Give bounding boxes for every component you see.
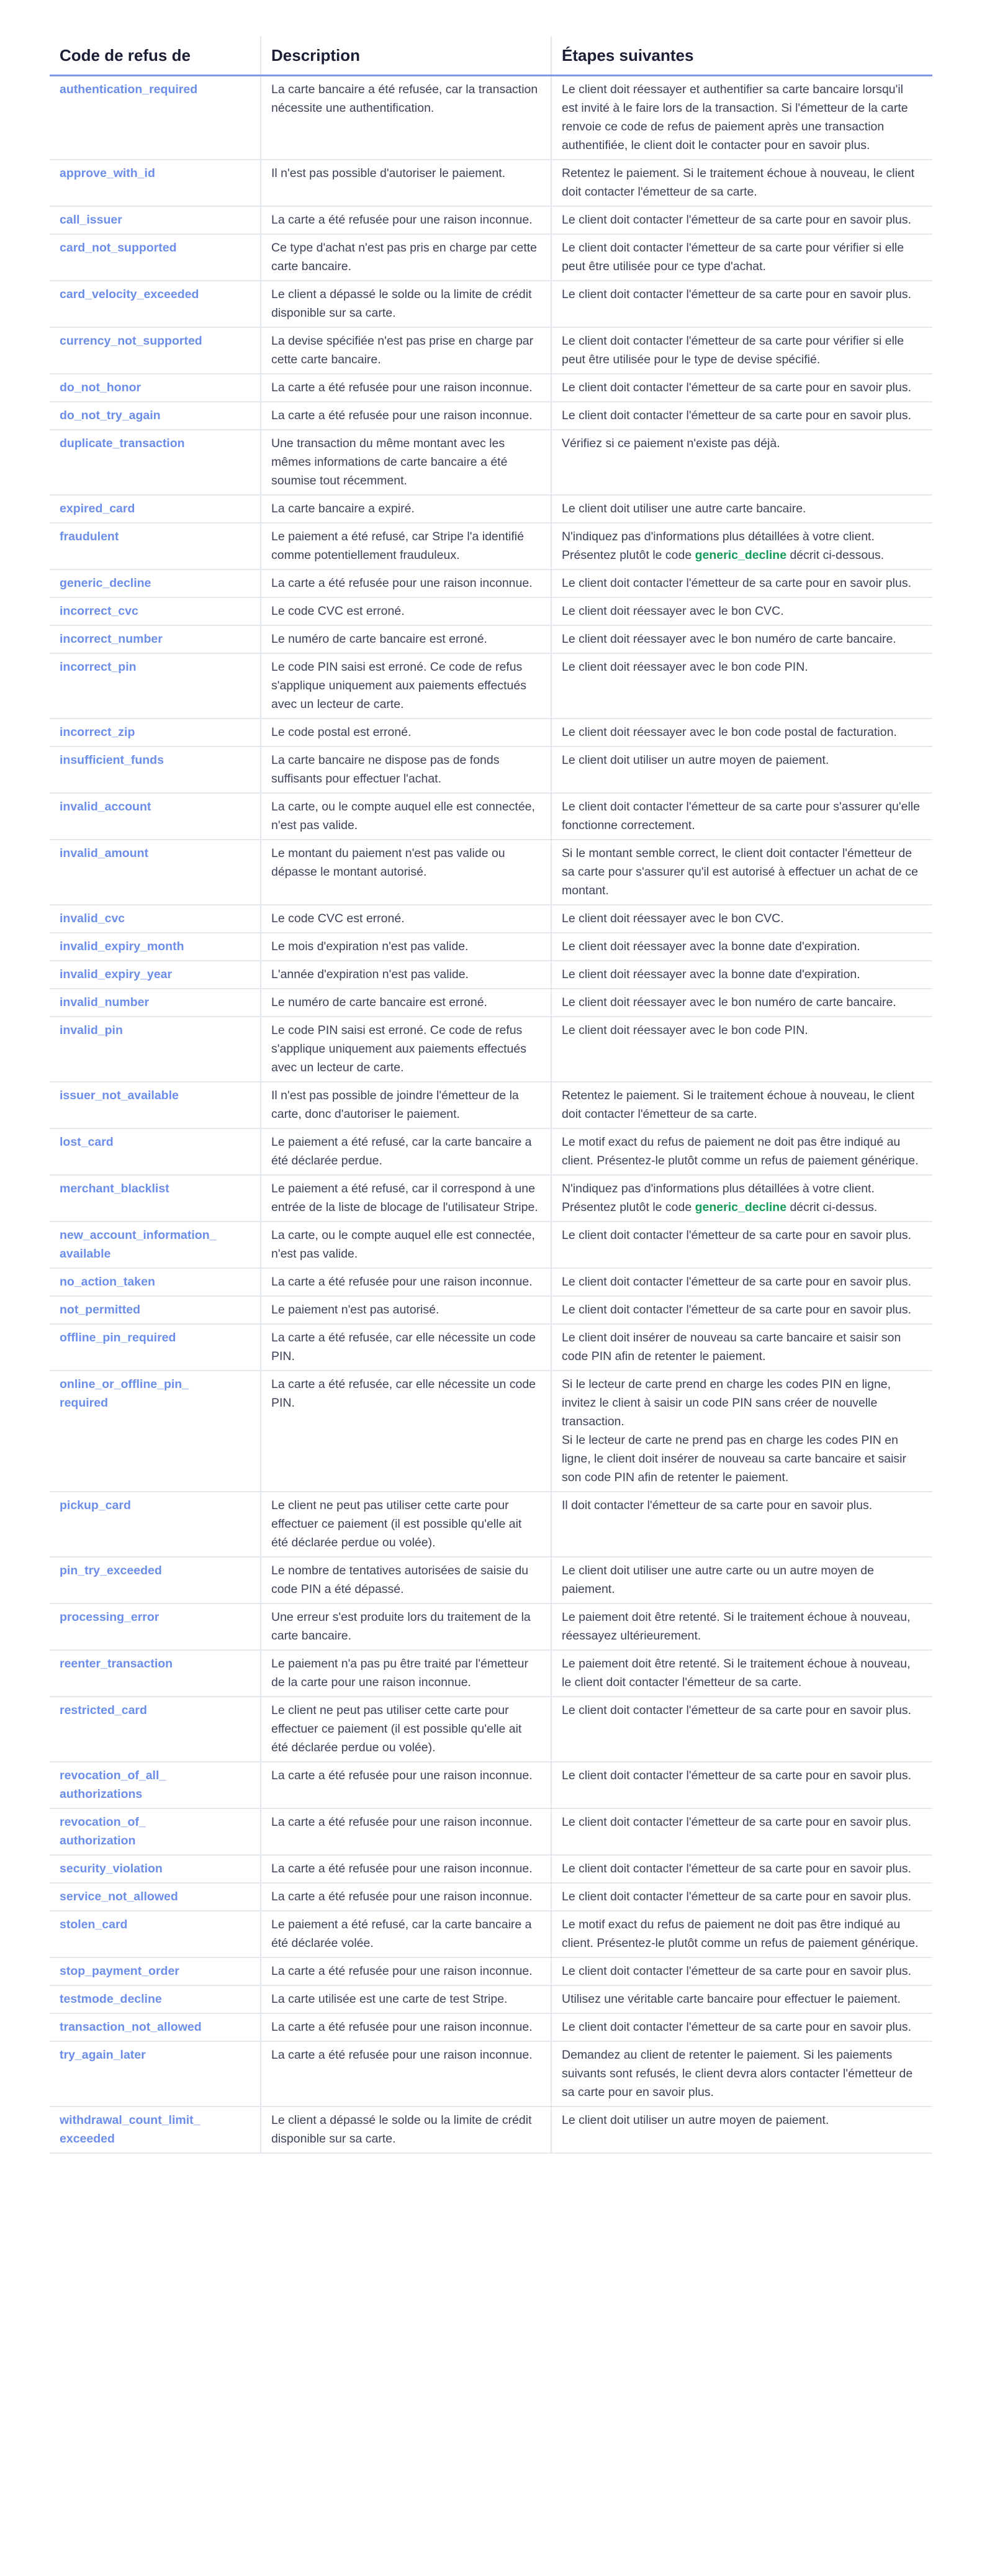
decline-code-cell xyxy=(50,234,261,281)
next-steps-cell xyxy=(551,1128,932,1175)
decline-code-cell xyxy=(50,523,261,569)
decline-codes-table xyxy=(50,36,932,2154)
column-header-next-steps: Étapes suivantes xyxy=(551,36,932,76)
next-steps-text: Le client doit réessayer avec le bon numéro de carte bancaire. xyxy=(562,632,896,646)
decline-code-text: expired_card xyxy=(60,502,135,515)
description-cell: Le numéro de carte bancaire est erroné. xyxy=(261,989,551,1017)
decline-code-cell xyxy=(50,1697,261,1762)
table-row xyxy=(50,1603,932,1650)
decline-code-text: try_again_later xyxy=(60,2048,146,2062)
next-steps-cell xyxy=(551,1883,932,1911)
description-cell: Le nombre de tentatives autorisées de saisie du code PIN a été dépassé. xyxy=(261,1557,551,1603)
next-steps-cell xyxy=(551,402,932,430)
next-steps-cell xyxy=(551,1371,932,1492)
next-steps-cell xyxy=(551,1557,932,1603)
next-steps-text: N'indiquez pas d'informations plus détaillées à votre client. Présentez plutôt le code xyxy=(562,530,875,562)
decline-code-cell xyxy=(50,746,261,793)
next-steps-cell xyxy=(551,1175,932,1222)
description-cell: L'année d'expiration n'est pas valide. xyxy=(261,961,551,989)
description-cell: Le paiement a été refusé, car Stripe l'a identifié comme potentiellement frauduleux. xyxy=(261,523,551,569)
next-steps-cell xyxy=(551,1855,932,1883)
decline-code-text: call_issuer xyxy=(60,213,122,227)
decline-code-cell xyxy=(50,1911,261,1957)
table-header-row xyxy=(50,36,932,76)
description-cell: La carte bancaire a été refusée, car la transaction nécessite une authentification. xyxy=(261,76,551,160)
description-cell: La carte a été refusée pour une raison inconnue. xyxy=(261,2013,551,2041)
decline-code-cell xyxy=(50,1175,261,1222)
next-steps-cell xyxy=(551,1911,932,1957)
description-cell: La carte a été refusée pour une raison inconnue. xyxy=(261,1883,551,1911)
decline-code-text: online_or_offline_pin_ xyxy=(60,1377,189,1391)
next-steps-cell xyxy=(551,430,932,495)
description-cell: Le code CVC est erroné. xyxy=(261,905,551,933)
next-steps-text: Il doit contacter l'émetteur de sa carte pour en savoir plus. xyxy=(562,1499,873,1512)
decline-code-text: generic_decline xyxy=(60,576,151,590)
description-cell: La carte a été refusée, car elle nécessite un code PIN. xyxy=(261,1324,551,1371)
next-steps-cell xyxy=(551,160,932,206)
description-cell: La carte bancaire a expiré. xyxy=(261,495,551,523)
next-steps-text: Le client doit contacter l'émetteur de sa carte pour en savoir plus. xyxy=(562,409,912,422)
table-row xyxy=(50,1808,932,1855)
decline-code-text: incorrect_cvc xyxy=(60,604,138,618)
next-steps-text: Si le montant semble correct, le client doit contacter l'émetteur de sa carte pour s'assurer qu'il est autorisé à effectuer un achat de ce montant. xyxy=(562,846,918,897)
decline-code-cell xyxy=(50,653,261,719)
decline-code-text: lost_card xyxy=(60,1135,114,1149)
next-steps-text: décrit ci-dessous. xyxy=(786,548,885,562)
decline-code-cell xyxy=(50,1017,261,1082)
decline-code-cell xyxy=(50,1296,261,1324)
table-row xyxy=(50,1762,932,1808)
next-steps-text: Si le lecteur de carte ne prend pas en charge les codes PIN en ligne, le client doit insérer de nouveau sa carte bancaire et saisir son code PIN afin de retenter le paiement. xyxy=(562,1433,906,1484)
table-body xyxy=(50,76,932,2154)
description-cell: Le montant du paiement n'est pas valide ou dépasse le montant autorisé. xyxy=(261,840,551,905)
next-steps-text: Le client doit réessayer avec le bon numéro de carte bancaire. xyxy=(562,995,896,1009)
next-steps-text: Le client doit contacter l'émetteur de sa carte pour vérifier si elle peut être utilisée pour ce type d'achat. xyxy=(562,241,904,273)
next-steps-text: décrit ci-dessus. xyxy=(786,1200,878,1214)
table-row xyxy=(50,569,932,597)
decline-code-text: exceeded xyxy=(60,2132,115,2146)
decline-code-cell xyxy=(50,719,261,746)
next-steps-cell xyxy=(551,961,932,989)
next-steps-text: Le client doit contacter l'émetteur de sa carte pour en savoir plus. xyxy=(562,1862,912,1875)
description-cell: La carte utilisée est une carte de test Stripe. xyxy=(261,1985,551,2013)
description-cell: Le code CVC est erroné. xyxy=(261,597,551,625)
table-row xyxy=(50,933,932,961)
table-row xyxy=(50,746,932,793)
table-row xyxy=(50,2041,932,2107)
decline-code-text: incorrect_zip xyxy=(60,725,135,739)
next-steps-cell xyxy=(551,1082,932,1128)
next-steps-text: Le client doit contacter l'émetteur de sa carte pour vérifier si elle peut être utilisée pour le type de devise spécifié. xyxy=(562,334,904,366)
decline-code-cell xyxy=(50,793,261,840)
decline-code-cell xyxy=(50,1650,261,1697)
next-steps-cell xyxy=(551,1296,932,1324)
description-cell: La carte a été refusée pour une raison inconnue. xyxy=(261,1957,551,1985)
decline-code-text: offline_pin_required xyxy=(60,1331,176,1345)
next-steps-cell xyxy=(551,597,932,625)
decline-code-text: revocation_of_all_ xyxy=(60,1769,166,1782)
table-row xyxy=(50,1650,932,1697)
decline-code-cell xyxy=(50,495,261,523)
decline-code-cell xyxy=(50,374,261,402)
next-steps-cell xyxy=(551,840,932,905)
inline-code-generic-decline: generic_decline xyxy=(695,548,787,562)
description-cell: Le paiement a été refusé, car il correspond à une entrée de la liste de blocage de l'utilisateur Stripe. xyxy=(261,1175,551,1222)
next-steps-cell xyxy=(551,625,932,653)
table-row xyxy=(50,281,932,327)
decline-code-text: testmode_decline xyxy=(60,1992,162,2006)
description-cell: La carte a été refusée pour une raison inconnue. xyxy=(261,1762,551,1808)
decline-code-cell xyxy=(50,961,261,989)
next-steps-cell xyxy=(551,523,932,569)
description-cell: Le code PIN saisi est erroné. Ce code de refus s'applique uniquement aux paiements effectués avec un lecteur de carte. xyxy=(261,653,551,719)
table-row xyxy=(50,793,932,840)
table-row xyxy=(50,1296,932,1324)
next-steps-cell xyxy=(551,2013,932,2041)
decline-code-text: reenter_transaction xyxy=(60,1657,173,1671)
next-steps-text: Le client doit utiliser une autre carte bancaire. xyxy=(562,502,806,515)
next-steps-cell xyxy=(551,281,932,327)
next-steps-text: Le motif exact du refus de paiement ne doit pas être indiqué au client. Présentez-le plutôt comme un refus de paiement générique. xyxy=(562,1135,919,1168)
next-steps-cell xyxy=(551,1017,932,1082)
decline-code-cell xyxy=(50,569,261,597)
next-steps-text: Le client doit utiliser une autre carte ou un autre moyen de paiement. xyxy=(562,1564,874,1596)
next-steps-cell xyxy=(551,1492,932,1557)
next-steps-cell xyxy=(551,2041,932,2107)
decline-code-text: insufficient_funds xyxy=(60,753,164,767)
decline-code-text: authorizations xyxy=(60,1787,143,1801)
next-steps-text: Demandez au client de retenter le paiement. Si les paiements suivants sont refusés, le client devra alors contacter l'émetteur de sa carte pour en savoir plus. xyxy=(562,2048,913,2099)
decline-code-text: stolen_card xyxy=(60,1918,128,1931)
description-cell: Le code postal est erroné. xyxy=(261,719,551,746)
next-steps-cell xyxy=(551,1650,932,1697)
next-steps-cell xyxy=(551,653,932,719)
table-row xyxy=(50,1557,932,1603)
decline-code-text: available xyxy=(60,1247,111,1261)
next-steps-text: Le client doit contacter l'émetteur de sa carte pour en savoir plus. xyxy=(562,576,912,590)
decline-code-text: withdrawal_count_limit_ xyxy=(60,2113,200,2127)
table-row xyxy=(50,1082,932,1128)
next-steps-text: Le client doit réessayer et authentifier sa carte bancaire lorsqu'il est invité à le faire lors de la transaction. Si l'émetteur de la carte renvoie ce code de refus de paiement après une transaction authentifiée, le client doit le contacter pour en savoir plus. xyxy=(562,83,908,152)
next-steps-text: Le client doit réessayer avec le bon code PIN. xyxy=(562,1023,808,1037)
decline-code-text: processing_error xyxy=(60,1610,160,1624)
next-steps-text: Le client doit contacter l'émetteur de sa carte pour s'assurer qu'elle fonctionne correctement. xyxy=(562,800,920,832)
next-steps-text: Le paiement doit être retenté. Si le traitement échoue à nouveau, le client doit contacter l'émetteur de sa carte. xyxy=(562,1657,911,1689)
decline-code-cell xyxy=(50,2041,261,2107)
description-cell: Le numéro de carte bancaire est erroné. xyxy=(261,625,551,653)
next-steps-cell xyxy=(551,1957,932,1985)
next-steps-cell xyxy=(551,933,932,961)
next-steps-cell xyxy=(551,206,932,234)
decline-code-text: required xyxy=(60,1396,109,1410)
decline-code-text: card_velocity_exceeded xyxy=(60,288,199,301)
description-cell: Il n'est pas possible d'autoriser le paiement. xyxy=(261,160,551,206)
description-cell: Une transaction du même montant avec les mêmes informations de carte bancaire a été soumise tout récemment. xyxy=(261,430,551,495)
next-steps-cell xyxy=(551,327,932,374)
description-cell: La carte a été refusée pour une raison inconnue. xyxy=(261,569,551,597)
decline-code-cell xyxy=(50,402,261,430)
description-cell: La carte a été refusée pour une raison inconnue. xyxy=(261,2041,551,2107)
next-steps-cell xyxy=(551,374,932,402)
decline-code-text: new_account_information_ xyxy=(60,1228,217,1242)
decline-code-cell xyxy=(50,1883,261,1911)
table-row xyxy=(50,160,932,206)
description-cell: Le paiement n'a pas pu être traité par l'émetteur de la carte pour une raison inconnue. xyxy=(261,1650,551,1697)
description-cell: Une erreur s'est produite lors du traitement de la carte bancaire. xyxy=(261,1603,551,1650)
next-steps-cell xyxy=(551,495,932,523)
table-row xyxy=(50,495,932,523)
next-steps-text: Le client doit contacter l'émetteur de sa carte pour en savoir plus. xyxy=(562,1703,912,1717)
next-steps-cell xyxy=(551,1222,932,1268)
next-steps-text: Le client doit réessayer avec le bon code PIN. xyxy=(562,660,808,674)
decline-code-text: stop_payment_order xyxy=(60,1964,179,1978)
next-steps-cell xyxy=(551,569,932,597)
description-cell: La devise spécifiée n'est pas prise en charge par cette carte bancaire. xyxy=(261,327,551,374)
decline-code-text: invalid_pin xyxy=(60,1023,123,1037)
decline-code-cell xyxy=(50,1762,261,1808)
next-steps-text: Le client doit contacter l'émetteur de sa carte pour en savoir plus. xyxy=(562,2020,912,2034)
next-steps-text: Le client doit utiliser un autre moyen de paiement. xyxy=(562,2113,829,2127)
table-row xyxy=(50,523,932,569)
decline-code-cell xyxy=(50,1222,261,1268)
next-steps-cell xyxy=(551,76,932,160)
table-row xyxy=(50,719,932,746)
next-steps-text: Retentez le paiement. Si le traitement échoue à nouveau, le client doit contacter l'émetteur de sa carte. xyxy=(562,1089,915,1121)
table-row xyxy=(50,653,932,719)
inline-code-generic-decline: generic_decline xyxy=(695,1200,787,1214)
decline-code-cell xyxy=(50,1985,261,2013)
next-steps-text: Le client doit contacter l'émetteur de sa carte pour en savoir plus. xyxy=(562,381,912,394)
description-cell: La carte a été refusée, car elle nécessite un code PIN. xyxy=(261,1371,551,1492)
next-steps-text: Le client doit réessayer avec la bonne date d'expiration. xyxy=(562,968,860,981)
table-row xyxy=(50,374,932,402)
decline-code-cell xyxy=(50,905,261,933)
decline-code-text: invalid_cvc xyxy=(60,912,125,925)
table-row xyxy=(50,1697,932,1762)
table-row xyxy=(50,1222,932,1268)
decline-code-text: invalid_number xyxy=(60,995,150,1009)
decline-code-text: do_not_honor xyxy=(60,381,142,394)
description-cell: Le mois d'expiration n'est pas valide. xyxy=(261,933,551,961)
decline-code-text: issuer_not_available xyxy=(60,1089,179,1102)
table-row xyxy=(50,2107,932,2153)
next-steps-text: Le paiement doit être retenté. Si le traitement échoue à nouveau, réessayez ultérieurement. xyxy=(562,1610,911,1643)
next-steps-text: Le client doit réessayer avec le bon CVC. xyxy=(562,912,784,925)
decline-code-text: incorrect_pin xyxy=(60,660,137,674)
decline-code-cell xyxy=(50,76,261,160)
table-row xyxy=(50,1324,932,1371)
description-cell: La carte a été refusée pour une raison inconnue. xyxy=(261,1808,551,1855)
table-row xyxy=(50,840,932,905)
next-steps-text: Le client doit contacter l'émetteur de sa carte pour en savoir plus. xyxy=(562,288,912,301)
decline-code-text: service_not_allowed xyxy=(60,1890,178,1903)
decline-code-cell xyxy=(50,1957,261,1985)
decline-code-cell xyxy=(50,1855,261,1883)
description-cell: La carte a été refusée pour une raison inconnue. xyxy=(261,1268,551,1296)
decline-code-text: fraudulent xyxy=(60,530,119,543)
decline-code-cell xyxy=(50,2013,261,2041)
decline-code-text: restricted_card xyxy=(60,1703,147,1717)
description-cell: La carte a été refusée pour une raison inconnue. xyxy=(261,402,551,430)
decline-code-cell xyxy=(50,206,261,234)
next-steps-text: Le client doit contacter l'émetteur de sa carte pour en savoir plus. xyxy=(562,1964,912,1978)
decline-code-cell xyxy=(50,1557,261,1603)
next-steps-cell xyxy=(551,1603,932,1650)
description-cell: Le paiement a été refusé, car la carte bancaire a été déclarée perdue. xyxy=(261,1128,551,1175)
table-row xyxy=(50,989,932,1017)
table-row xyxy=(50,234,932,281)
table-row xyxy=(50,2013,932,2041)
decline-code-cell xyxy=(50,1603,261,1650)
decline-code-cell xyxy=(50,989,261,1017)
decline-code-text: invalid_account xyxy=(60,800,151,814)
decline-code-text: invalid_expiry_year xyxy=(60,968,173,981)
next-steps-cell xyxy=(551,2107,932,2153)
table-row xyxy=(50,1268,932,1296)
decline-code-text: authentication_required xyxy=(60,83,198,96)
decline-code-text: no_action_taken xyxy=(60,1275,155,1289)
table-row xyxy=(50,1175,932,1222)
decline-code-text: pickup_card xyxy=(60,1499,131,1512)
decline-code-text: authorization xyxy=(60,1834,136,1848)
decline-code-cell xyxy=(50,933,261,961)
next-steps-text: Le client doit contacter l'émetteur de sa carte pour en savoir plus. xyxy=(562,1228,912,1242)
description-cell: La carte a été refusée pour une raison inconnue. xyxy=(261,374,551,402)
next-steps-cell xyxy=(551,719,932,746)
decline-code-cell xyxy=(50,1492,261,1557)
next-steps-text: Le client doit réessayer avec le bon CVC. xyxy=(562,604,784,618)
description-cell: La carte bancaire ne dispose pas de fonds suffisants pour effectuer l'achat. xyxy=(261,746,551,793)
next-steps-text: Le client doit utiliser un autre moyen de paiement. xyxy=(562,753,829,767)
decline-codes-table-container xyxy=(50,36,932,2154)
next-steps-cell xyxy=(551,1762,932,1808)
next-steps-text: Le client doit contacter l'émetteur de sa carte pour en savoir plus. xyxy=(562,1303,912,1317)
decline-code-cell xyxy=(50,1082,261,1128)
decline-code-cell xyxy=(50,1324,261,1371)
description-cell: Le client a dépassé le solde ou la limite de crédit disponible sur sa carte. xyxy=(261,2107,551,2153)
decline-code-text: card_not_supported xyxy=(60,241,177,255)
next-steps-text: Le client doit contacter l'émetteur de sa carte pour en savoir plus. xyxy=(562,1815,912,1829)
next-steps-text: N'indiquez pas d'informations plus détaillées à votre client. Présentez plutôt le code xyxy=(562,1182,875,1214)
next-steps-text: Le client doit contacter l'émetteur de sa carte pour en savoir plus. xyxy=(562,1769,912,1782)
table-row xyxy=(50,1957,932,1985)
decline-code-text: incorrect_number xyxy=(60,632,163,646)
description-cell: Le client ne peut pas utiliser cette carte pour effectuer ce paiement (il est possible qu'elle ait été déclarée perdue ou volée). xyxy=(261,1697,551,1762)
description-cell: La carte a été refusée pour une raison inconnue. xyxy=(261,1855,551,1883)
decline-code-text: security_violation xyxy=(60,1862,163,1875)
next-steps-cell xyxy=(551,746,932,793)
decline-code-text: duplicate_transaction xyxy=(60,437,185,450)
next-steps-cell xyxy=(551,905,932,933)
next-steps-cell xyxy=(551,989,932,1017)
next-steps-text: Vérifiez si ce paiement n'existe pas déjà. xyxy=(562,437,780,450)
table-row xyxy=(50,1911,932,1957)
decline-code-cell xyxy=(50,625,261,653)
description-cell: Le code PIN saisi est erroné. Ce code de refus s'applique uniquement aux paiements effectués avec un lecteur de carte. xyxy=(261,1017,551,1082)
column-header-code: Code de refus de xyxy=(50,36,261,76)
decline-code-text: revocation_of_ xyxy=(60,1815,146,1829)
next-steps-cell xyxy=(551,793,932,840)
next-steps-text: Si le lecteur de carte prend en charge les codes PIN en ligne, invitez le client à saisir un code PIN sans créer de nouvelle transaction. xyxy=(562,1377,891,1428)
next-steps-text: Le client doit insérer de nouveau sa carte bancaire et saisir son code PIN afin de retenter le paiement. xyxy=(562,1331,901,1363)
next-steps-text: Le client doit contacter l'émetteur de sa carte pour en savoir plus. xyxy=(562,213,912,227)
table-row xyxy=(50,327,932,374)
table-row xyxy=(50,76,932,160)
decline-code-cell xyxy=(50,430,261,495)
decline-code-text: invalid_expiry_month xyxy=(60,940,184,953)
table-row xyxy=(50,430,932,495)
next-steps-text: Le client doit contacter l'émetteur de sa carte pour en savoir plus. xyxy=(562,1275,912,1289)
decline-code-cell xyxy=(50,1128,261,1175)
decline-code-cell xyxy=(50,597,261,625)
decline-code-text: invalid_amount xyxy=(60,846,149,860)
decline-code-text: do_not_try_again xyxy=(60,409,161,422)
column-header-description: Description xyxy=(261,36,551,76)
next-steps-cell xyxy=(551,1324,932,1371)
decline-code-text: approve_with_id xyxy=(60,166,155,180)
table-row xyxy=(50,905,932,933)
decline-code-cell xyxy=(50,1268,261,1296)
description-cell: Le client ne peut pas utiliser cette carte pour effectuer ce paiement (il est possible qu'elle ait été déclarée perdue ou volée). xyxy=(261,1492,551,1557)
next-steps-cell xyxy=(551,1697,932,1762)
next-steps-text: Le motif exact du refus de paiement ne doit pas être indiqué au client. Présentez-le plutôt comme un refus de paiement générique. xyxy=(562,1918,919,1950)
description-cell: Le paiement a été refusé, car la carte bancaire a été déclarée volée. xyxy=(261,1911,551,1957)
table-row xyxy=(50,1017,932,1082)
next-steps-cell xyxy=(551,1808,932,1855)
decline-code-cell xyxy=(50,327,261,374)
table-row xyxy=(50,1883,932,1911)
decline-code-cell xyxy=(50,1808,261,1855)
decline-code-text: not_permitted xyxy=(60,1303,141,1317)
decline-code-cell xyxy=(50,1371,261,1492)
decline-code-text: transaction_not_allowed xyxy=(60,2020,202,2034)
table-row xyxy=(50,1855,932,1883)
decline-code-cell xyxy=(50,281,261,327)
table-row xyxy=(50,206,932,234)
table-row xyxy=(50,625,932,653)
next-steps-text: Retentez le paiement. Si le traitement échoue à nouveau, le client doit contacter l'émetteur de sa carte. xyxy=(562,166,915,199)
table-row xyxy=(50,402,932,430)
next-steps-cell xyxy=(551,1985,932,2013)
next-steps-cell xyxy=(551,1268,932,1296)
table-row xyxy=(50,1371,932,1492)
decline-code-text: currency_not_supported xyxy=(60,334,202,348)
description-cell: Le paiement n'est pas autorisé. xyxy=(261,1296,551,1324)
table-row xyxy=(50,1985,932,2013)
next-steps-cell xyxy=(551,234,932,281)
next-steps-text: Utilisez une véritable carte bancaire pour effectuer le paiement. xyxy=(562,1992,901,2006)
table-row xyxy=(50,1492,932,1557)
table-row xyxy=(50,1128,932,1175)
description-cell: La carte a été refusée pour une raison inconnue. xyxy=(261,206,551,234)
next-steps-text: Le client doit contacter l'émetteur de sa carte pour en savoir plus. xyxy=(562,1890,912,1903)
decline-code-cell xyxy=(50,2107,261,2153)
description-cell: La carte, ou le compte auquel elle est connectée, n'est pas valide. xyxy=(261,793,551,840)
table-row xyxy=(50,961,932,989)
decline-code-text: pin_try_exceeded xyxy=(60,1564,162,1577)
decline-code-cell xyxy=(50,840,261,905)
decline-code-cell xyxy=(50,160,261,206)
description-cell: Le client a dépassé le solde ou la limite de crédit disponible sur sa carte. xyxy=(261,281,551,327)
description-cell: La carte, ou le compte auquel elle est connectée, n'est pas valide. xyxy=(261,1222,551,1268)
table-row xyxy=(50,597,932,625)
decline-code-text: merchant_blacklist xyxy=(60,1182,169,1195)
description-cell: Ce type d'achat n'est pas pris en charge par cette carte bancaire. xyxy=(261,234,551,281)
next-steps-text: Le client doit réessayer avec la bonne date d'expiration. xyxy=(562,940,860,953)
description-cell: Il n'est pas possible de joindre l'émetteur de la carte, donc d'autoriser le paiement. xyxy=(261,1082,551,1128)
next-steps-text: Le client doit réessayer avec le bon code postal de facturation. xyxy=(562,725,897,739)
